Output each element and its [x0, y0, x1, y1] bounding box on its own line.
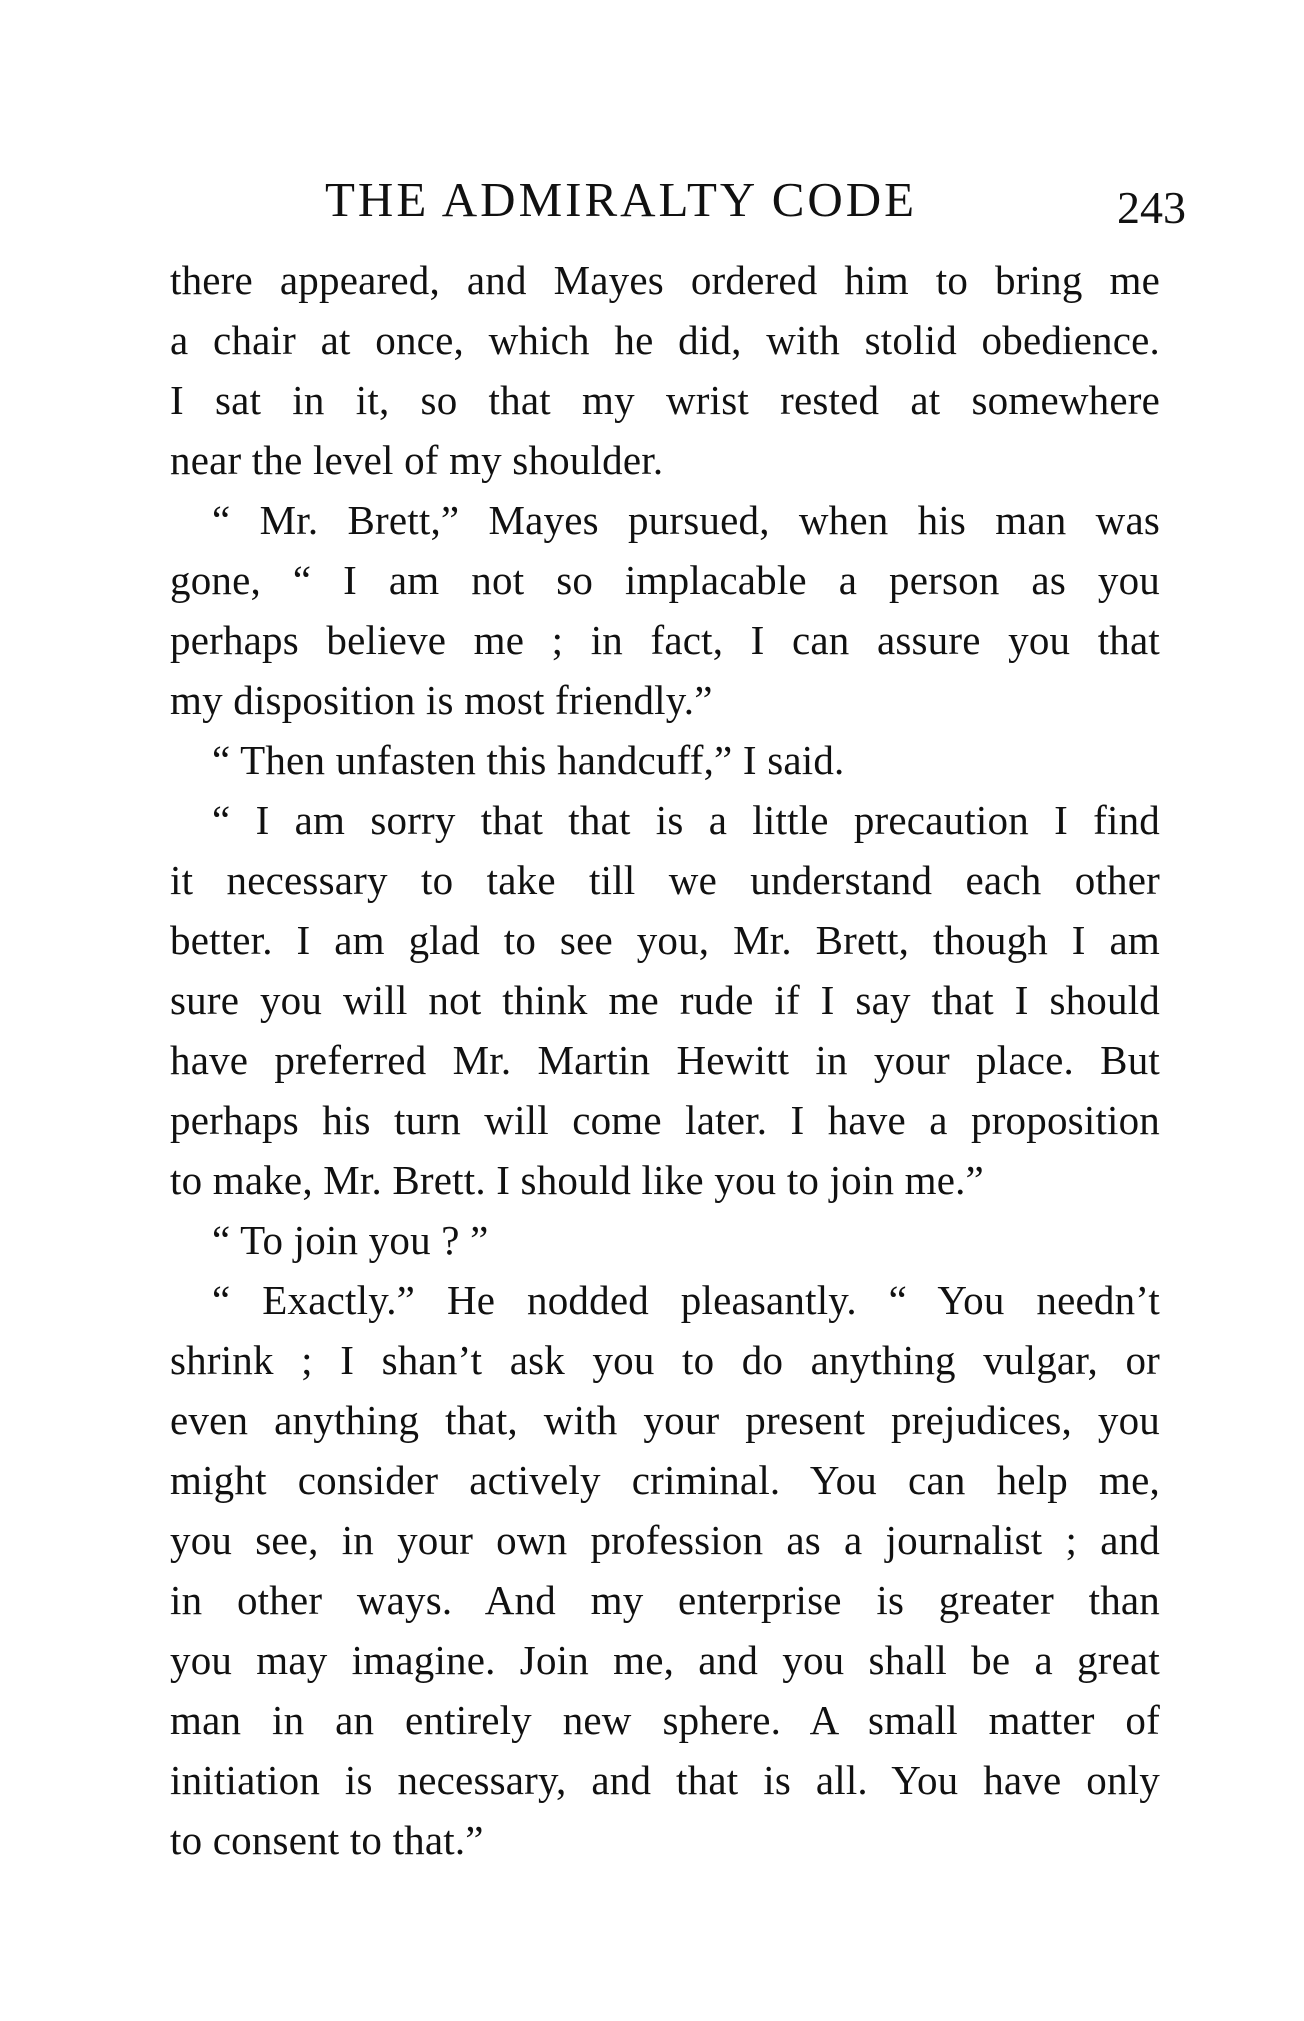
text-line: initiation is necessary, and that is all. You have only — [170, 1757, 1160, 1803]
running-head — [310, 165, 1186, 235]
text-line: near the level of my shoulder. — [170, 437, 664, 483]
text-line: “ Then unfasten this handcuff,” I said. — [212, 737, 845, 783]
page-number: 243 — [1117, 182, 1186, 233]
text-line: to consent to that.” — [170, 1817, 484, 1863]
text-line: man in an entirely new sphere. A small matter of — [170, 1697, 1160, 1743]
text-line: you may imagine. Join me, and you shall be a great — [170, 1637, 1160, 1683]
text-line: in other ways. And my enterprise is greater than — [170, 1577, 1160, 1623]
text-line: “ Exactly.” He nodded pleasantly. “ You needn’t — [212, 1277, 1160, 1323]
text-line: better. I am glad to see you, Mr. Brett, though I am — [170, 917, 1160, 963]
text-line: you see, in your own profession as a journalist ; and — [170, 1517, 1160, 1563]
text-line: perhaps his turn will come later. I have a proposition — [170, 1097, 1160, 1143]
text-line: shrink ; I shan’t ask you to do anything vulgar, or — [170, 1337, 1160, 1383]
text-line: there appeared, and Mayes ordered him to bring me — [170, 257, 1160, 303]
text-line: a chair at once, which he did, with stolid obedience. — [170, 317, 1160, 363]
text-line: might consider actively criminal. You can help me, — [170, 1457, 1160, 1503]
text-line: gone, “ I am not so implacable a person as you — [170, 557, 1160, 603]
text-line: sure you will not think me rude if I say that I should — [170, 977, 1160, 1023]
text-line: my disposition is most friendly.” — [170, 677, 713, 723]
text-line: “ I am sorry that that is a little precaution I find — [212, 797, 1160, 843]
text-line: even anything that, with your present prejudices, you — [170, 1397, 1160, 1443]
text-line: perhaps believe me ; in fact, I can assure you that — [170, 617, 1160, 663]
text-line: it necessary to take till we understand each other — [170, 857, 1160, 903]
text-line: have preferred Mr. Martin Hewitt in your place. But — [170, 1037, 1160, 1083]
text-line: “ Mr. Brett,” Mayes pursued, when his man was — [212, 497, 1160, 543]
body-text — [170, 250, 1160, 1870]
text-line: I sat in it, so that my wrist rested at somewhere — [170, 377, 1160, 423]
text-line: “ To join you ? ” — [212, 1217, 489, 1263]
text-line: to make, Mr. Brett. I should like you to join me.” — [170, 1157, 984, 1203]
running-title: THE ADMIRALTY CODE — [325, 172, 918, 227]
